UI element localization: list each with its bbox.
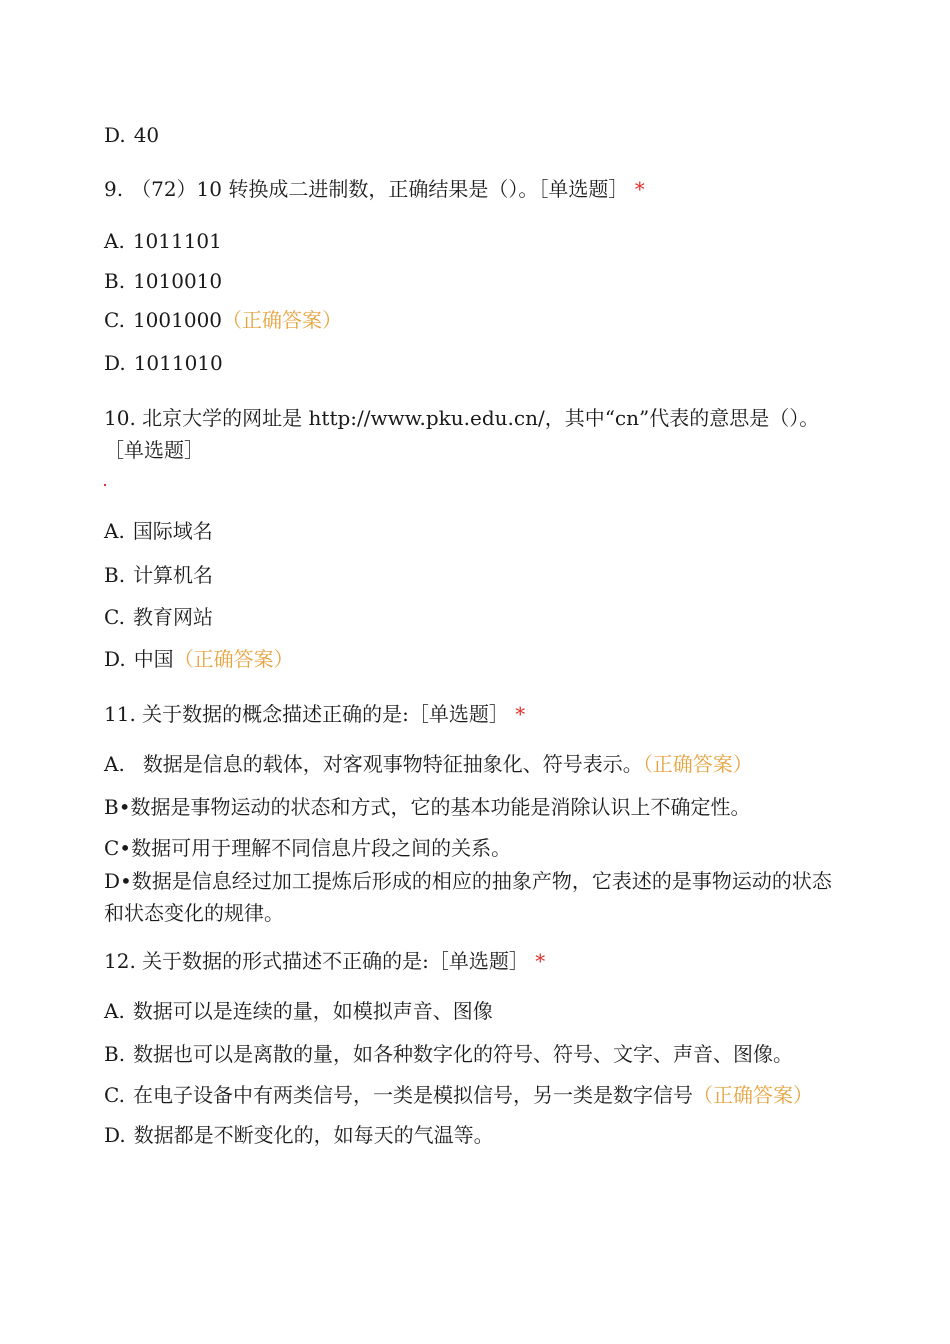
- option-letter: C•: [104, 836, 132, 860]
- option-text: 数据可用于理解不同信息片段之间的关系。: [131, 836, 512, 860]
- q10-option-a: [104, 518, 213, 544]
- option-text: 教育网站: [132, 605, 213, 629]
- option-letter: D•: [104, 869, 132, 893]
- correct-answer-marker: （正确答案）: [642, 752, 753, 776]
- question-text: 北京大学的网址是 http://www.pku.edu.cn/，其中“cn”代表的意思是（）。［单选题］: [104, 406, 820, 462]
- option-letter: B.: [104, 269, 126, 293]
- option-letter: C.: [104, 1083, 125, 1107]
- option-text: 数据是事物运动的状态和方式，它的基本功能是消除认识上不确定性。: [130, 795, 751, 819]
- option-text: 数据也可以是离散的量，如各种数字化的符号、符号、文字、声音、图像。: [133, 1042, 794, 1066]
- required-marker-dot: [104, 484, 106, 486]
- option-letter: D.: [104, 123, 126, 147]
- q11-question: [104, 701, 525, 727]
- option-letter: A.: [104, 229, 125, 253]
- q10-question: [104, 402, 840, 466]
- correct-answer-marker: （正确答案）: [222, 308, 343, 332]
- question-number: 12.: [104, 949, 136, 973]
- option-letter: A.: [104, 519, 125, 543]
- q10-option-d: [104, 646, 294, 672]
- option-text: 在电子设备中有两类信号，一类是模拟信号，另一类是数字信号: [132, 1083, 693, 1107]
- option-text: 国际域名: [132, 519, 213, 543]
- correct-answer-marker: （正确答案）: [692, 1083, 813, 1107]
- option-text: 中国: [133, 647, 174, 671]
- option-text: 数据都是不断变化的，如每天的气温等。: [133, 1123, 494, 1147]
- option-letter: D.: [104, 1123, 126, 1147]
- option-letter: A.: [104, 999, 125, 1023]
- q10-option-c: [104, 604, 213, 630]
- q9-option-a: [104, 228, 222, 254]
- option-letter: C.: [104, 605, 125, 629]
- option-letter: D.: [104, 351, 126, 375]
- option-text: 数据是信息的载体，对客观事物特征抽象化、符号表示。: [142, 752, 643, 776]
- q12-question: [104, 948, 545, 974]
- q12-option-c: [104, 1082, 813, 1108]
- option-text: 40: [133, 123, 160, 147]
- option-letter: D.: [104, 647, 126, 671]
- question-text: 关于数据的概念描述正确的是:［单选题］: [142, 702, 509, 726]
- q9-option-d: [104, 350, 223, 376]
- option-letter: B.: [104, 1042, 126, 1066]
- required-marker: *: [515, 702, 526, 726]
- q11-option-c: [104, 835, 511, 861]
- option-text: 1010010: [133, 269, 223, 293]
- q9-question: [104, 176, 645, 202]
- q8-option-d: [104, 122, 159, 148]
- option-text: 1001000: [132, 308, 223, 332]
- question-text: （72）10 转换成二进制数，正确结果是（）。［单选题］: [131, 177, 629, 201]
- q12-option-a: [104, 998, 493, 1024]
- option-letter: B.: [104, 563, 126, 587]
- q12-option-b: [104, 1041, 793, 1067]
- option-text: 数据可以是连续的量，如模拟声音、图像: [132, 999, 493, 1023]
- option-text: 计算机名: [133, 563, 214, 587]
- question-text: 关于数据的形式描述不正确的是:［单选题］: [142, 949, 529, 973]
- q9-option-b: [104, 268, 222, 294]
- q9-option-c: [104, 307, 342, 333]
- q11-option-a: [104, 751, 753, 777]
- required-marker: *: [535, 949, 546, 973]
- q10-option-b: [104, 562, 213, 588]
- option-text: 数据是信息经过加工提炼后形成的相应的抽象产物，它表述的是事物运动的状态和状态变化的规律。: [104, 869, 832, 925]
- correct-answer-marker: （正确答案）: [173, 647, 294, 671]
- question-number: 9.: [104, 177, 124, 201]
- required-marker: *: [634, 177, 645, 201]
- option-letter: C.: [104, 308, 125, 332]
- option-text: 1011010: [133, 351, 223, 375]
- option-text: 1011101: [132, 229, 222, 253]
- question-number: 10.: [104, 406, 136, 430]
- option-letter: A.: [104, 752, 125, 776]
- option-letter: B•: [104, 795, 131, 819]
- q11-option-d: [104, 865, 840, 929]
- q11-option-b: [104, 794, 751, 820]
- question-number: 11.: [104, 702, 136, 726]
- q12-option-d: [104, 1122, 494, 1148]
